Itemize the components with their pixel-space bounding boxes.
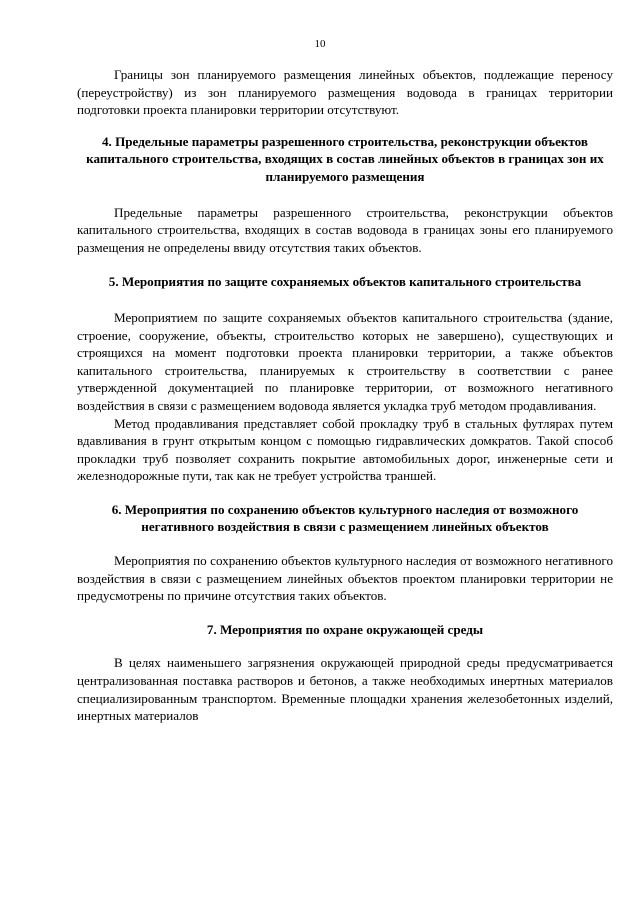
section-5-heading: 5. Мероприятия по защите сохраняемых объектов капитального строительства [108,274,582,290]
section-6-heading: 6. Мероприятия по сохранению объектов культурного наследия от возможного негативного воздействия в связи с размещением линейных объектов [111,501,579,535]
section-7-heading: 7. Мероприятия по охране окружающей среды [206,621,484,637]
section-6-paragraph: Мероприятия по сохранению объектов культурного наследия от возможного негативного воздействия в связи с размещением линейных объектов проектом планировки территории не предусмотрены по причине отсутствия таких объектов. [77,553,613,604]
document-body [77,66,613,725]
section-5-paragraph-1: Мероприятием по защите сохраняемых объектов капитального строительства (здание, строение, сооружение, объекты, строительство которых не завершено), существующих и строящихся на момент подготовки проекта планировки территории, а также объектов капитального строительства, планируемых к строительству в соответствии с ранее утвержденной документацией по планировке территории, от возможного негативного воздействия в связи с размещением водовода является укладка труб методом продавливания. [77,309,613,413]
section-7-paragraph: В целях наименьшего загрязнения окружающей природной среды предусматривается централизованная поставка растворов и бетонов, а также необходимых инертных материалов специализированным транспортом. Временные площадки хранения железобетонных изделий, инертных материалов [77,655,613,724]
section-5-paragraph-2: Метод продавливания представляет собой прокладку труб в стальных футлярах путем вдавливания в грунт открытым концом с помощью гидравлических домкратов. Такой способ прокладки труб позволяет сохранить покрытие автомобильных дорог, инженерные сети и железнодорожные пути, так как не требует устройства траншей. [77,415,613,484]
section-4-heading: 4. Предельные параметры разрешенного строительства, реконструкции объектов капитального строительства, входящих в состав линейных объектов в границах зон их планируемого размещения [86,133,604,184]
intro-paragraph: Границы зон планируемого размещения линейных объектов, подлежащие переносу (переустройству) из зон планируемого размещения водовода в границах территории подготовки проекта планировки территории отсутствуют. [77,67,613,118]
section-4-paragraph: Предельные параметры разрешенного строительства, реконструкции объектов капитального строительства, входящих в состав водовода в границах зоны его планируемого размещения не определены ввиду отсутствия таких объектов. [77,204,613,255]
page-number: 10 [314,38,326,50]
